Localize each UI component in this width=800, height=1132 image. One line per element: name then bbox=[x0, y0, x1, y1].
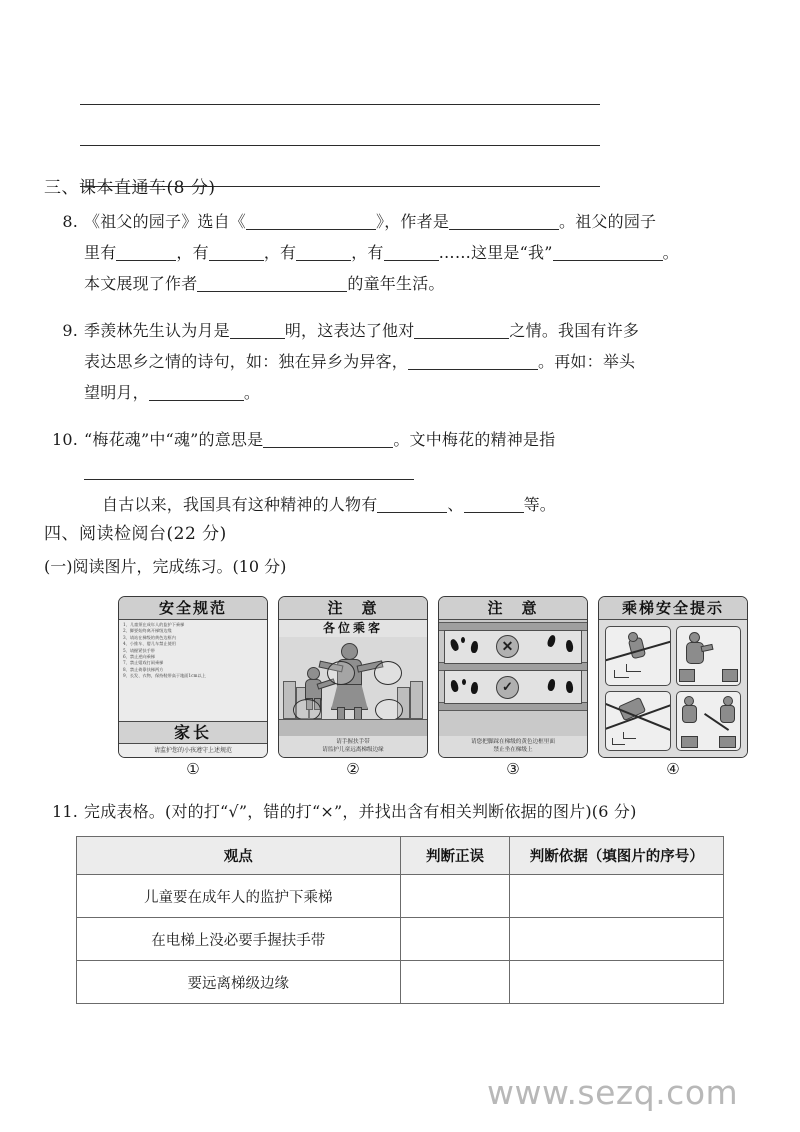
q8-text-k: 的童年生活。 bbox=[347, 274, 445, 293]
footprint-icon bbox=[470, 641, 479, 654]
table-cell-view: 在电梯上没必要手握扶手带 bbox=[77, 918, 401, 961]
sign-1-rule: 7、禁止嬉戏打闹乘梯 bbox=[123, 660, 164, 666]
toe-icon bbox=[461, 637, 465, 643]
sign-4-pictogram-grid bbox=[599, 620, 747, 757]
section-three bbox=[44, 176, 764, 202]
escalator-step-icon bbox=[722, 669, 738, 682]
safety-sign-4 bbox=[598, 596, 748, 758]
sign-3-title: 注 意 bbox=[439, 597, 587, 620]
pictogram-no-trolley bbox=[676, 691, 742, 751]
q9-text-b: 明，这表达了他对 bbox=[284, 321, 415, 340]
q10-text-a: “梅花魂”中“魂”的意思是 bbox=[84, 430, 264, 449]
q10-blank-3[interactable] bbox=[377, 497, 447, 513]
sign-1-rule: 6、禁止逆向乘梯 bbox=[123, 654, 155, 660]
q8-blank-6[interactable] bbox=[384, 245, 439, 261]
question-9-line-1 bbox=[44, 315, 774, 346]
safety-sign-3 bbox=[438, 596, 588, 758]
q9-text-c: 之情。我国有许多 bbox=[509, 321, 640, 340]
section-four-sub bbox=[44, 554, 286, 580]
sign-1-rule: 8、禁止倚靠扶梯两方 bbox=[123, 666, 164, 672]
q9-blank-2[interactable] bbox=[414, 323, 509, 339]
escalator-step-icon bbox=[679, 669, 695, 682]
q9-blank-1[interactable] bbox=[230, 323, 285, 339]
footprint-icon bbox=[547, 678, 556, 691]
question-10-line-2 bbox=[44, 455, 774, 489]
judgement-table-wrap bbox=[76, 836, 724, 1004]
person-body-icon bbox=[682, 705, 697, 723]
stair-icon bbox=[626, 664, 641, 672]
question-8-line-1 bbox=[44, 206, 774, 237]
table-row bbox=[77, 961, 724, 1004]
question-10 bbox=[44, 424, 774, 520]
step-panel-wrong bbox=[444, 630, 582, 664]
sign-3-footer-line: 请您把脚踩在梯级的黄色边框里面 bbox=[471, 739, 555, 745]
footprint-icon bbox=[450, 679, 460, 692]
q9-text-e: 。再如：举头 bbox=[538, 352, 636, 371]
picture-number-3: ③ bbox=[506, 760, 520, 778]
q8-blank-3[interactable] bbox=[116, 245, 176, 261]
q9-text-g: 。 bbox=[243, 383, 261, 402]
sign-2-footer-line: 请监护儿童远离梯级边缘 bbox=[322, 747, 384, 753]
cross-mark-icon: ✕ bbox=[496, 635, 519, 658]
sign-1-rules-list bbox=[119, 620, 267, 721]
section-three-heading: 三、课本直通车(8 分) bbox=[44, 178, 216, 198]
sign-1-footer-text: 请监护您的小孩遵守上述规范 bbox=[119, 744, 267, 757]
highlight-circle-step-right-icon bbox=[375, 699, 403, 721]
stair-icon bbox=[623, 732, 636, 739]
sign-1-rule: 4、小推车、婴儿车禁止使用 bbox=[123, 641, 176, 647]
pictogram-no-running bbox=[605, 626, 671, 686]
section-four-heading: 四、阅读检阅台(22 分) bbox=[44, 524, 227, 544]
picture-number-4: ④ bbox=[666, 760, 680, 778]
q8-text-i: 。 bbox=[662, 243, 679, 262]
answer-line bbox=[80, 119, 600, 146]
q10-blank-4[interactable] bbox=[464, 497, 524, 513]
stair-icon bbox=[612, 738, 625, 745]
sign-3-footer bbox=[439, 736, 587, 757]
footprint-icon bbox=[449, 638, 460, 652]
question-9 bbox=[44, 315, 774, 408]
judgement-table bbox=[76, 836, 724, 1004]
q10-blank-1[interactable] bbox=[263, 432, 393, 448]
footprint-icon bbox=[546, 634, 556, 648]
highlight-circle-step-left-icon bbox=[293, 699, 321, 721]
q8-text-h: ……这里是“我” bbox=[438, 243, 553, 262]
q10-text-b: 。文中梅花的精神是指 bbox=[393, 430, 556, 449]
q8-blank-1[interactable] bbox=[246, 214, 376, 230]
escalator-floor-icon bbox=[279, 719, 427, 736]
table-header-truefalse: 判断正误 bbox=[400, 837, 510, 875]
question-10-number: 10. bbox=[51, 430, 78, 449]
q9-blank-3[interactable] bbox=[408, 354, 538, 370]
table-cell-view: 要远离梯级边缘 bbox=[77, 961, 401, 1004]
table-header-row bbox=[77, 837, 724, 875]
sign-2-artwork bbox=[279, 637, 427, 736]
answer-line bbox=[80, 78, 600, 105]
highlight-circle-hand-icon bbox=[327, 661, 355, 685]
table-row bbox=[77, 875, 724, 918]
table-header-basis: 判断依据（填图片的序号） bbox=[510, 837, 724, 875]
question-8-number: 8. bbox=[62, 212, 78, 231]
question-11-number: 11. bbox=[51, 802, 78, 821]
sign-1-rule: 3、请站在梯级的黄色边框内 bbox=[123, 634, 176, 640]
q8-blank-2[interactable] bbox=[449, 214, 559, 230]
footprint-icon bbox=[565, 640, 574, 653]
step-panel-right bbox=[444, 670, 582, 704]
q8-text-g: ，有 bbox=[351, 243, 384, 262]
sign-2-footer bbox=[279, 736, 427, 757]
q9-text-f: 望明月， bbox=[84, 383, 149, 402]
question-11-text: 完成表格。(对的打“√”，错的打“×”，并找出含有相关判断依据的图片)(6 分) bbox=[84, 802, 637, 821]
luggage-icon bbox=[681, 736, 698, 748]
table-cell-view: 儿童要在成年人的监护下乘梯 bbox=[77, 875, 401, 918]
footprint-icon bbox=[470, 682, 478, 695]
q8-blank-4[interactable] bbox=[209, 245, 264, 261]
question-9-line-2 bbox=[44, 346, 774, 377]
sign-1-band-label: 家长 bbox=[119, 721, 267, 744]
q10-text-c: 自古以来，我国具有这种精神的人物有 bbox=[102, 495, 378, 514]
question-8 bbox=[44, 206, 774, 299]
sign-3-footer-line: 禁止坐在梯级上 bbox=[493, 747, 533, 753]
picture-number-2: ② bbox=[346, 760, 360, 778]
picture-numbers-row bbox=[118, 760, 758, 778]
q8-text-j: 本文展现了作者 bbox=[84, 274, 198, 293]
q8-blank-5[interactable] bbox=[296, 245, 351, 261]
q10-blank-2[interactable] bbox=[84, 464, 414, 480]
sign-1-rule: 2、脚要始终离开梯级边缘 bbox=[123, 628, 172, 634]
site-watermark: www.sezq.com bbox=[487, 1073, 739, 1112]
safety-signs-row bbox=[118, 596, 758, 758]
question-11 bbox=[44, 796, 784, 827]
check-mark-icon: ✓ bbox=[496, 676, 519, 699]
q8-blank-7[interactable] bbox=[553, 245, 663, 261]
q8-text-c: 。祖父的园子 bbox=[559, 212, 657, 231]
pictogram-hold-child bbox=[676, 626, 742, 686]
sign-1-title: 安全规范 bbox=[119, 597, 267, 620]
sign-4-title: 乘梯安全提示 bbox=[599, 597, 747, 620]
sign-2-title: 注 意 bbox=[279, 597, 427, 620]
sign-2-subtitle: 各位乘客 bbox=[279, 620, 427, 637]
table-cell-basis[interactable] bbox=[510, 875, 724, 918]
section-four-subheading: (一)阅读图片，完成练习。(10 分) bbox=[44, 557, 287, 576]
sign-2-footer-line: 请手握扶手带 bbox=[336, 739, 370, 745]
question-8-line-2 bbox=[44, 237, 774, 268]
footprint-icon bbox=[565, 681, 573, 694]
escalator-step-icon bbox=[410, 681, 423, 719]
safety-sign-1 bbox=[118, 596, 268, 758]
table-row bbox=[77, 918, 724, 961]
question-10-line-3 bbox=[44, 489, 774, 520]
q8-text-e: ，有 bbox=[176, 243, 209, 262]
question-8-line-3 bbox=[44, 268, 774, 299]
person-head-icon bbox=[628, 632, 638, 642]
adult-head-icon bbox=[341, 643, 358, 660]
handrail-icon bbox=[700, 644, 713, 652]
sign-1-rule: 5、请握紧扶手带 bbox=[123, 647, 155, 653]
q9-text-d: 表达思乡之情的诗句，如：独在异乡为异客， bbox=[84, 352, 409, 371]
table-cell-truefalse[interactable] bbox=[400, 961, 510, 1004]
safety-sign-2 bbox=[278, 596, 428, 758]
table-cell-basis[interactable] bbox=[510, 961, 724, 1004]
q8-text-a: 《祖父的园子》选自《 bbox=[84, 212, 247, 231]
q9-text-a: 季羡林先生认为月是 bbox=[84, 321, 230, 340]
question-10-line-1 bbox=[44, 424, 774, 455]
q8-text-b: 》，作者是 bbox=[376, 212, 450, 231]
question-9-line-3 bbox=[44, 377, 774, 408]
trolley-icon bbox=[719, 736, 736, 748]
table-cell-truefalse[interactable] bbox=[400, 875, 510, 918]
sign-1-rule: 9、长发、衣物，保持鞋带高于地面1cm以上 bbox=[123, 673, 206, 679]
toe-icon bbox=[462, 679, 466, 685]
picture-number-1: ① bbox=[186, 760, 200, 778]
pictogram-no-leaning bbox=[605, 691, 671, 751]
q9-blank-4[interactable] bbox=[149, 385, 244, 401]
highlight-circle-handrail-icon bbox=[374, 661, 402, 685]
sign-3-artwork bbox=[439, 620, 587, 736]
q8-text-f: ，有 bbox=[263, 243, 297, 262]
q10-text-e: 等。 bbox=[523, 495, 557, 514]
q8-blank-8[interactable] bbox=[197, 276, 347, 292]
sign-1-rule: 1、儿童须在成年人的监护下乘梯 bbox=[123, 622, 185, 627]
table-cell-basis[interactable] bbox=[510, 918, 724, 961]
section-four bbox=[44, 522, 227, 548]
person-body-icon bbox=[720, 705, 735, 723]
question-9-number: 9. bbox=[62, 321, 78, 340]
q8-text-d: 里有 bbox=[84, 243, 117, 262]
table-cell-truefalse[interactable] bbox=[400, 918, 510, 961]
table-header-view: 观点 bbox=[77, 837, 401, 875]
q10-text-d: 、 bbox=[447, 495, 464, 514]
